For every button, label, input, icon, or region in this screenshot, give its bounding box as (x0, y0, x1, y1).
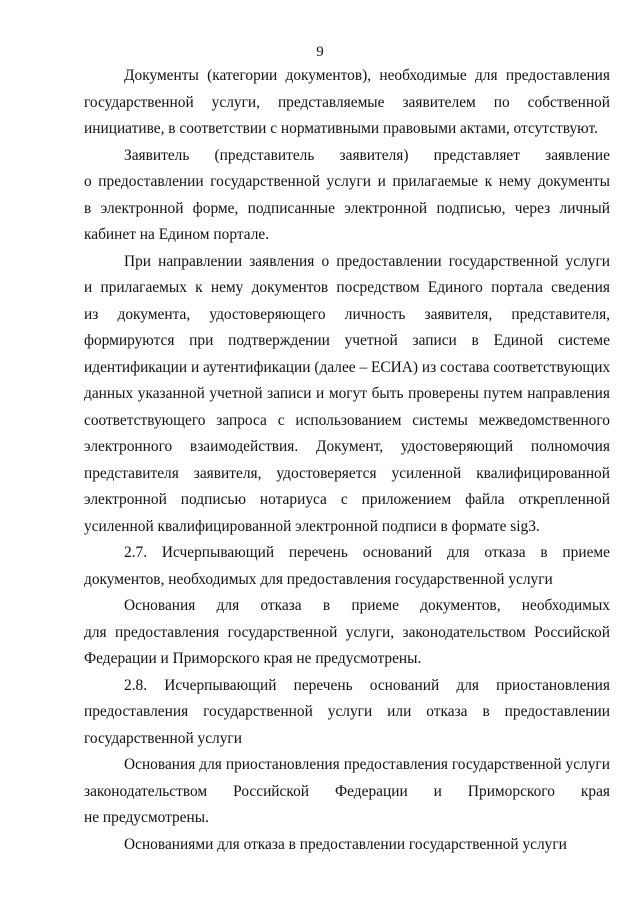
text-line: не предусмотрены. (84, 809, 209, 826)
paragraph-refusal-grounds (84, 593, 610, 673)
text-line: для предоставления государственной услуги, законодательством Российской (84, 623, 610, 641)
text-line: государственной услуги, представляемые заявителем по собственной (84, 93, 610, 111)
text-line: предоставления государственной услуги или отказа в предоставлении (84, 703, 610, 720)
text-line: соответствующего запроса с использованием системы межведомственного (84, 411, 610, 429)
text-line: из документа, удостоверяющего личность заявителя, представителя, (84, 305, 610, 323)
paragraph-suspension-grounds (84, 752, 610, 832)
paragraph-section-2-7 (84, 540, 610, 593)
paragraph-section-2-8 (84, 673, 610, 753)
text-line: Федерации и Приморского края не предусмотрены. (84, 650, 422, 667)
text-line: инициативе, в соответствии с нормативными правовыми актами, отсутствуют. (84, 120, 598, 137)
text-line: Основания для приостановления предоставления государственной услуги (124, 756, 610, 773)
text-line: усиленной квалифицированной электронной подписи в формате sig3. (84, 517, 540, 535)
paragraph-docs-initiative (84, 63, 610, 143)
text-line: Документы (категории документов), необходимые для предоставления (124, 67, 610, 84)
text-line: Заявитель (представитель заявителя) представляет заявление (124, 146, 610, 164)
text-line: При направлении заявления о предоставлении государственной услуги (124, 252, 610, 270)
text-line: представителя заявителя, удостоверяется усиленной квалифицированной (84, 464, 610, 482)
text-line: 2.8. Исчерпывающий перечень оснований для приостановления (124, 676, 610, 694)
paragraph-esia (84, 249, 610, 541)
text-line: данных указанной учетной записи и могут быть проверены путем направления (84, 385, 610, 402)
text-line: и прилагаемых к нему документов посредством Единого портала сведения (84, 279, 610, 296)
text-line: документов, необходимых для предоставления государственной услуги (84, 570, 553, 588)
text-line: электронного взаимодействия. Документ, удостоверяющий полномочия (84, 438, 610, 455)
text-line: 2.7. Исчерпывающий перечень оснований для отказа в приеме (124, 544, 610, 561)
text-line: государственной услуги (84, 729, 242, 747)
text-line: Основания для отказа в приеме документов, необходимых (124, 597, 610, 614)
paragraph-refusal-provision (84, 832, 610, 859)
text-line: законодательством Российской Федерации и Приморского края (84, 782, 610, 800)
text-line: Основаниями для отказа в предоставлении государственной услуги (124, 835, 567, 853)
text-line: электронной подписью нотариуса с приложением файла открепленной (84, 491, 610, 508)
text-line: в электронной форме, подписанные электронной подписью, через личный (84, 199, 610, 217)
text-line: кабинет на Едином портале. (84, 226, 270, 243)
text-line: формируются при подтверждении учетной записи в Единой системе (84, 332, 610, 349)
text-line: идентификации и аутентификации (далее – ЕСИА) из состава соответствующих (84, 358, 611, 376)
document-body (84, 63, 610, 858)
paragraph-applicant-submits (84, 143, 610, 249)
page-number: 9 (316, 44, 324, 60)
text-line: о предоставлении государственной услуги и прилагаемые к нему документы (84, 173, 610, 190)
